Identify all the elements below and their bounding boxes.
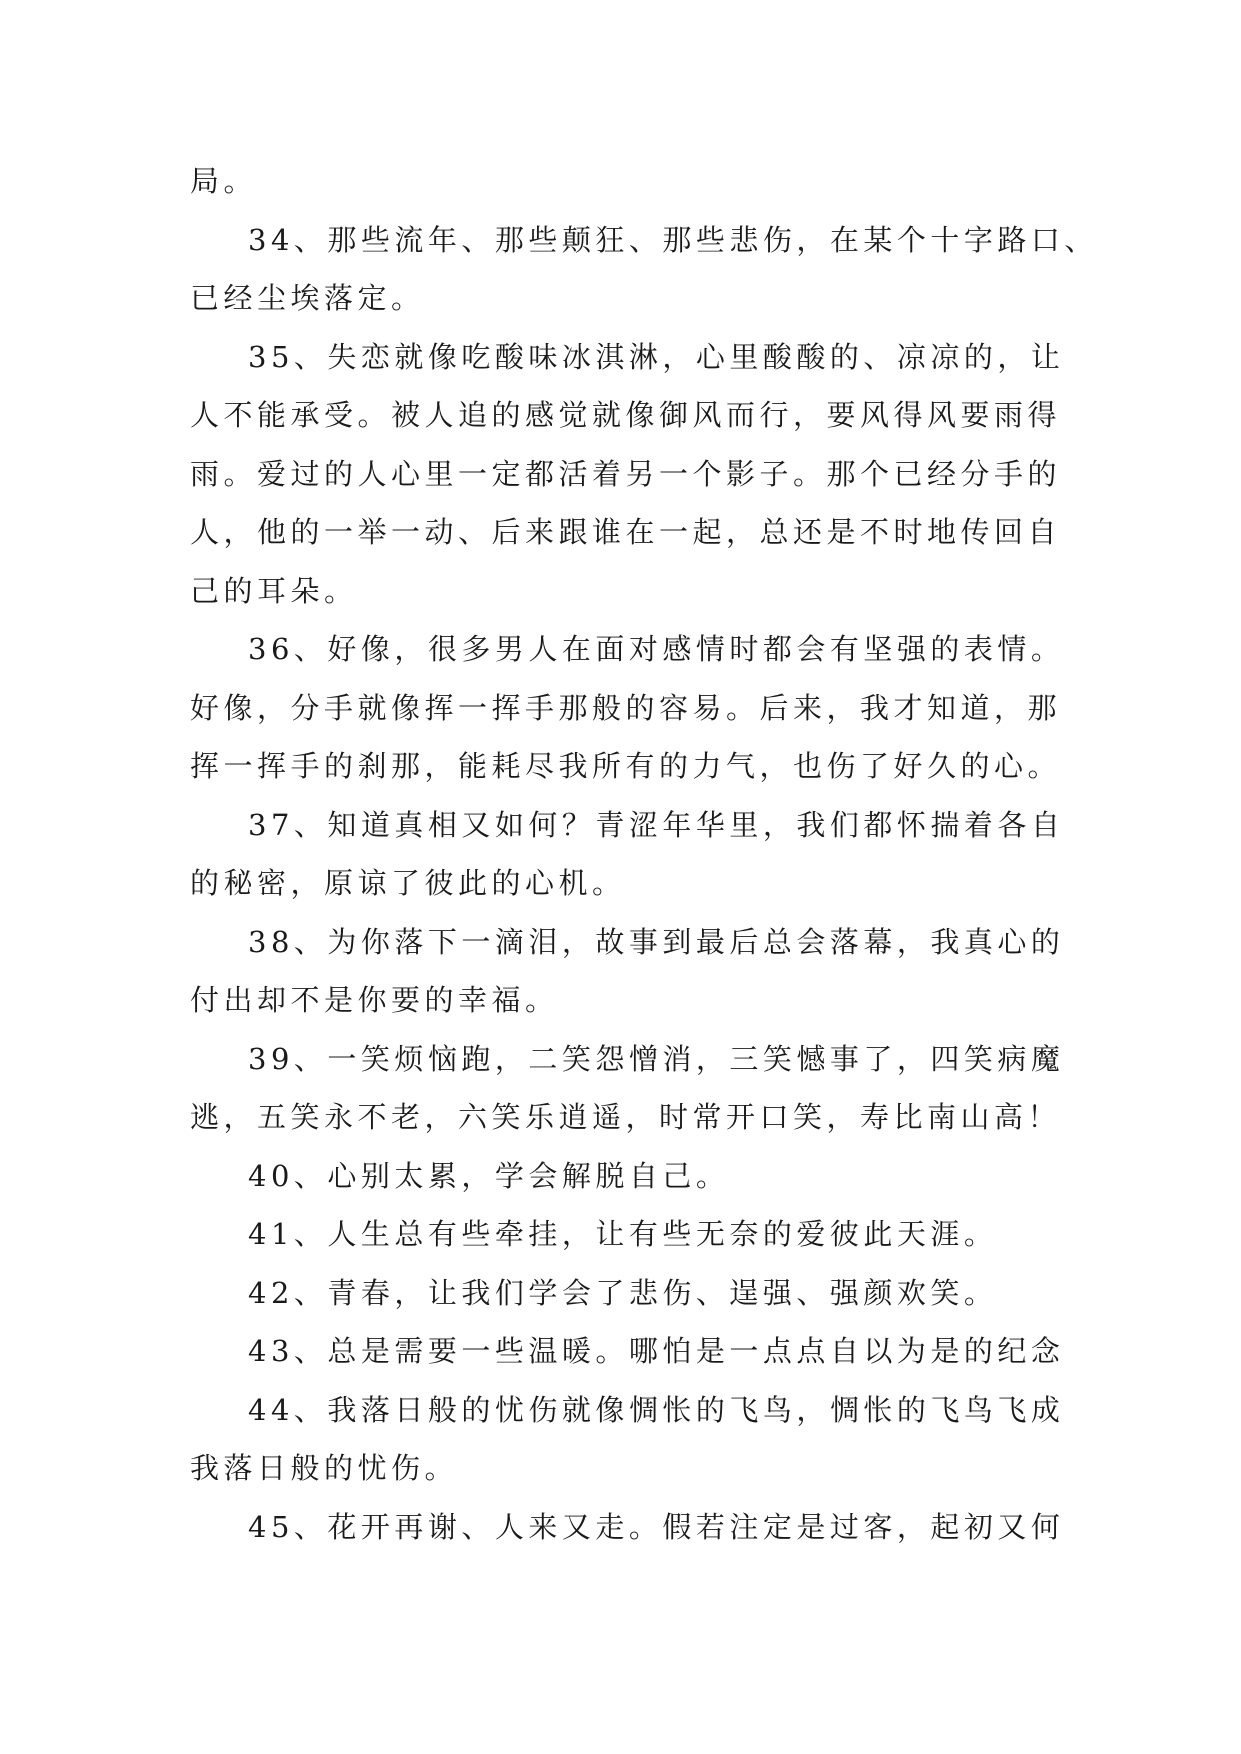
paragraph-35 (190, 328, 1090, 621)
text-line: 已经尘埃落定。 (190, 281, 425, 315)
text-line: 好像，分手就像挥一挥手那般的容易。后来，我才知道，那 (190, 690, 1062, 725)
text-line: 37、知道真相又如何？青涩年华里，我们都怀揣着各自 (248, 807, 1065, 842)
paragraph-38 (190, 913, 1090, 1030)
text-line: 35、失恋就像吃酸味冰淇淋，心里酸酸的、凉凉的，让 (248, 339, 1065, 374)
text-line: 45、花开再谢、人来又走。假若注定是过客，起初又何 (248, 1509, 1065, 1544)
paragraph-42 (190, 1264, 1090, 1323)
paragraph-33-end (190, 152, 1090, 211)
text-line: 逃，五笑永不老，六笑乐逍遥，时常开口笑，寿比南山高！ (190, 1100, 1062, 1134)
text-line: 雨。爱过的人心里一定都活着另一个影子。那个已经分手的 (190, 456, 1062, 491)
document-body (190, 152, 1098, 1556)
text-line: 44、我落日般的忧伤就像惆怅的飞鸟，惆怅的飞鸟飞成 (248, 1392, 1065, 1427)
text-line: 局。 (190, 164, 258, 198)
paragraph-37 (190, 796, 1090, 913)
paragraph-40 (190, 1147, 1090, 1206)
paragraph-43 (190, 1322, 1090, 1381)
paragraph-34 (190, 211, 1098, 328)
text-line: 39、一笑烦恼跑，二笑怨憎消，三笑憾事了，四笑病魔 (248, 1041, 1065, 1076)
text-line: 己的耳朵。 (190, 573, 358, 608)
text-line: 我落日般的忧伤。 (190, 1451, 459, 1485)
text-line: 36、好像，很多男人在面对感情时都会有坚强的表情。 (248, 632, 1065, 666)
text-line: 42、青春，让我们学会了悲伤、逞强、强颜欢笑。 (248, 1275, 998, 1310)
text-line: 挥一挥手的刹那，能耗尽我所有的力气，也伤了好久的心。 (190, 749, 1062, 783)
paragraph-36 (190, 620, 1090, 796)
paragraph-44 (190, 1381, 1090, 1498)
paragraph-41 (190, 1205, 1090, 1264)
text-line: 付出却不是你要的幸福。 (190, 983, 559, 1017)
paragraph-39 (190, 1030, 1090, 1147)
paragraph-45 (190, 1498, 1090, 1557)
text-line: 34、那些流年、那些颠狂、那些悲伤，在某个十字路口、 (248, 222, 1098, 257)
text-line: 38、为你落下一滴泪，故事到最后总会落幕，我真心的 (248, 924, 1065, 959)
text-line: 41、人生总有些牵挂，让有些无奈的爱彼此天涯。 (248, 1217, 998, 1251)
text-line: 人不能承受。被人追的感觉就像御风而行，要风得风要雨得 (190, 398, 1062, 432)
text-line: 人，他的一举一动、后来跟谁在一起，总还是不时地传回自 (190, 515, 1062, 549)
text-line: 40、心别太累，学会解脱自己。 (248, 1158, 730, 1193)
text-line: 的秘密，原谅了彼此的心机。 (190, 866, 626, 900)
text-line: 43、总是需要一些温暖。哪怕是一点点自以为是的纪念 (248, 1334, 1065, 1368)
